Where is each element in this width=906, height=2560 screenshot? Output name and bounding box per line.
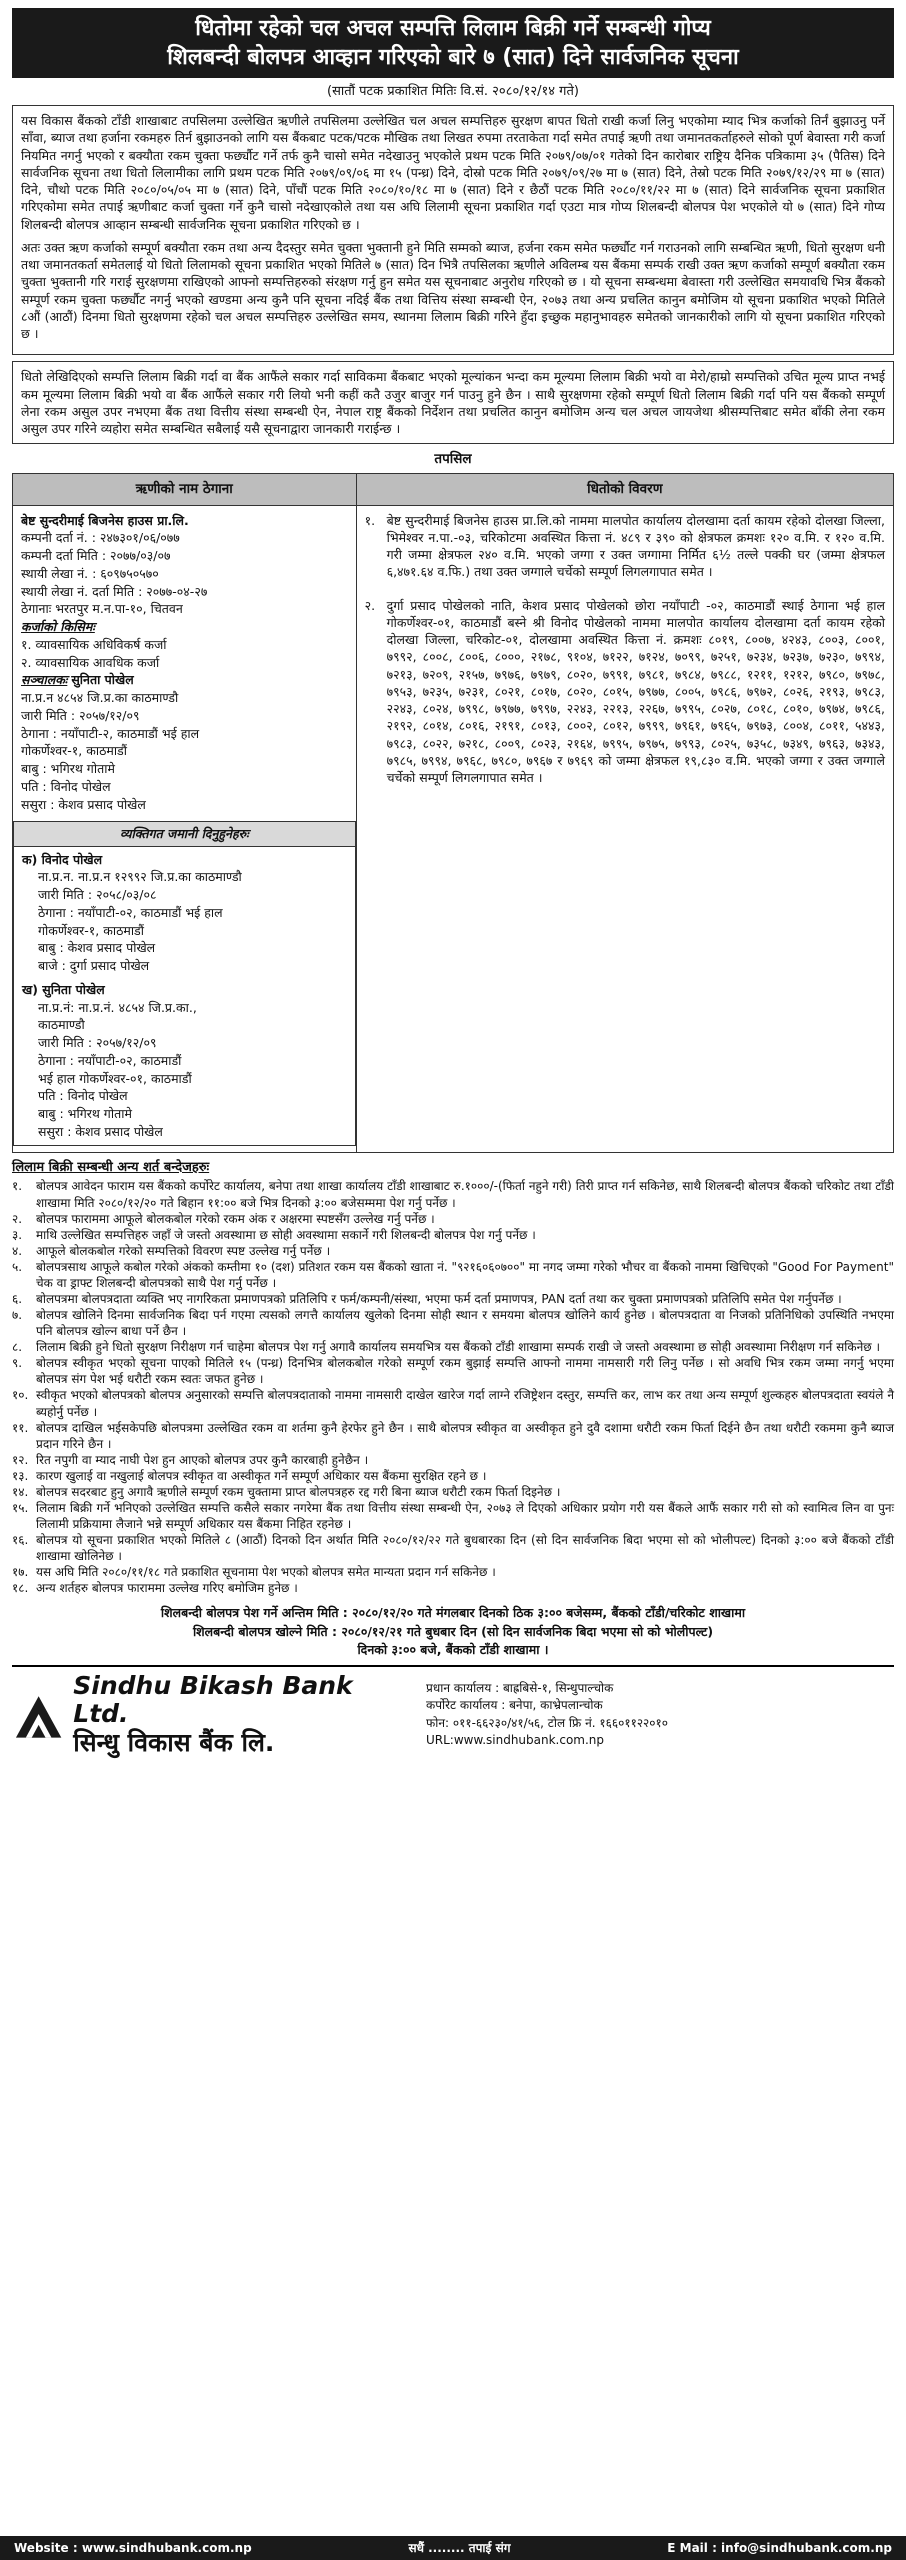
guarantor-1-father: बाबु : केशव प्रसाद पोखेल [38,940,156,956]
head-office: प्रधान कार्यालय : बाह्रबिसे-१, सिन्धुपाल्चोक [426,1681,614,1696]
details-heading: तपसिल [434,451,472,468]
condition-number: ४. [12,1243,23,1258]
guarantor-1-name: क) विनोद पोखेल [22,851,103,867]
condition-item [12,1259,894,1291]
notice-paragraph-2: अतः उक्त ऋण कर्जाको सम्पूर्ण बक्यौता रकम तथा अन्य दैदस्तुर समेत चुक्ता भुक्तानी हुने मिति सम्मको ब्याज, हर्जना रकम समेत फर्छ्यौट गर्न गराउनको लागि सम्बन्धित ऋणी, धितो सुरक्षण धनी तथा जमानतकर्ता समेतलाई यो धितो लिलामको सूचना प्रकाशित भएको मितिले ७ (सात) दिन भित्रै तपसिलका ऋणीले अविलम्ब यस बैंकमा सम्पर्क राखी उक्त ऋण कर्जाको सम्पूर्ण बक्यौता रकम चुक्ता भुक्तानी गरि गराई सुरक्षणमा राखिएको आफ्नो सम्पत्तिहरुको संरक्षण गर्नु हुन समेत यस सूचनाबाट अनुरोध गरिएको छ । यो सूचना सम्बन्धमा बेवास्ता गरी उल्लेखित समयावधि भित्र बैंकको सम्पूर्ण रकम चुक्ता फर्छ्यौट नगर्नु भएको खण्डमा अन्य कुनै पनि सूचना नदिई बैंक तथा वित्तिय संस्था सम्बन्धी ऐन, २०७३ तथा अन्य प्रचलित कानुन बमोजिम यो सूचना प्रकाशित भएको मितिले ८औं (आठौं) दिनमा धितो सुरक्षणमा रहेको चल अचल सम्पत्तिहरु उल्लेखित समय, स्थानमा लिलाम बिक्री गरिने हुँदा इच्छुक महानुभावहरु समेतको जानकारीको लागि यो सूचना प्रकाशित गरिएको छ । [21,239,885,341]
collateral-column-header: धितोको विवरण [356,473,893,505]
condition-number: ३. [12,1227,23,1242]
footer-email-link[interactable]: E Mail : info@sindhubank.com.np [667,2540,892,2555]
condition-text: आफूले बोलकबोल गरेको सम्पत्तिको विवरण स्पष्ट उल्लेख गर्नु पर्नेछ । [36,1243,331,1258]
condition-text: बोलपत्र यो सूचना प्रकाशित भएको मितिले ८ (आठौं) दिनको दिन अर्थात मिति २०८०/१२/२२ गते बुधबारका दिन (सो दिन सार्वजनिक बिदा भएमा सो को भोलीपल्ट) दिनको ३:०० बजे बैंकको टाँडी शाखामा खोलिनेछ । [36,1533,894,1564]
condition-number: ६. [12,1291,23,1306]
guarantor-1-address-1: ठेगाना : नयाँपाटी-०२, काठमाडौं भई हाल [38,904,223,920]
pan-reg-date: स्थायी लेखा नं. दर्ता मिति : २०७७-०४-२७ [21,583,208,599]
guarantor-1-grandfather: बाजे : दुर्गा प्रसाद पोखेल [38,958,150,973]
notice-paragraph-3: धितो लेखिदिएको सम्पत्ति लिलाम बिक्री गर्दा वा बैंक आफैंले सकार गर्दा साविकमा बैंकबाट भएको मूल्यांकन भन्दा कम मूल्यमा लिलाम बिक्री भयो वा मेरो/हाम्रो सम्पत्तिको उचित मूल्य प्राप्त नभई कम मूल्यमा लिलाम बिक्री भयो वा बैंक आफैंले सकार गरी लियो भनी कहीं कतै उजुर बाजुर गर्न पाउनु हुने छैन । साथै सुरक्षणमा रहेको सम्पूर्ण धितो लिलाम बिक्री गर्दा पनि यस बैंकको सम्पूर्ण लेना रकम असुल उपर नभएमा बैंक तथा वित्तीय संस्था सम्बन्धी ऐन, नेपाल राष्ट्र बैंकको निर्देशन तथा प्रचलित कानुन बमोजिम अन्य चल अचल जायजेथा श्रीसम्पत्तिबाट समेत बाँकी लेना रकम असुल उपर गरिने व्यहोरा समेत सम्बन्धित सबैलाई यसै सूचनाद्वारा जानकारी गराईन्छ । [21,369,885,436]
guarantor-1-issue-date: जारी मिति : २०५८/०३/०८ [38,887,157,902]
guarantor-1-citizenship: ना.प्र.न. ना.प्र.न १२९९२ जि.प्र.का काठमाण्डौ [38,869,242,885]
condition-number: १४. [12,1484,29,1499]
director-name: सुनिता पोखेल [71,672,134,688]
notice-paragraph-1: यस विकास बैंकको टाँडी शाखाबाट तपसिलमा उल्लेखित ऋणीले तपसिलमा उल्लेखित चल अचल सम्पत्तिहरु सुरक्षण बापत धितो राखी कर्जा लिनु भएकोमा म्याद भित्र कर्जाको तिर्नं बुझाउनु पर्ने साँवा, ब्याज तथा हर्जाना रकमहरु तिर्न बुझाउनको लागि यस बैंकबाट पटक/पटक मौखिक तथा लिखत रुपमा तरताकेता गर्दा समेत तपाई ऋणी तथा जमानतकर्ताहरुले सोको पूर्ण बेवास्ता गरी कर्जा नियमित नगर्नु भएको र बक्यौता रकम चुक्ता फर्छ्यौट गर्ने तर्फ कुनै चासो समेत नदेखाउनु भएकोले प्रथम पटक मिति २०७९/०७/०१ गतेको दिन कारोबार राष्ट्रिय दैनिक पत्रिकामा ३५ (पैतिस) दिने सार्वजनिक सूचना तथा धितो लिलामीका लागि प्रथम पटक मिति २०७९/०९/०६ मा १५ (पन्ध्र) दिने, दोस्रो पटक मिति २०७९/०९/२७ मा ७ (सात) दिने, तेस्रो पटक मिति २०७९/१२/२९ मा ७ (सात) दिने, चौथो पटक मिति २०८०/०५/०५ मा ७ (सात) दिने, पाँचौं पटक मिति २०८०/१०/१८ मा ७ (सात) दिने र छैठौं पटक मिति २०८०/११/२२ मा ७ (सात) दिने सार्वजनिक सूचना प्रकाशित गरिएकोमा समेत तपाई ऋणीबाट कर्जा चुक्ता गर्ने कुनै चासो नदेखाएकोले तथा यस अघि लिलामी सूचना प्रकाशित गर्दा एउटा मात्र गोप्य शिलबन्दी बोलपत्र पेश भएकोले यो ७ (सात) दिने गोप्य शिलबन्दी बोलपत्र आव्हान सम्बन्धी सार्वजनिक सूचना प्रकाशित गरिएको छ । [21,113,885,232]
condition-item [12,1580,894,1596]
condition-item [12,1211,894,1227]
borrower-cell [13,505,357,1152]
condition-item [12,1178,894,1210]
guarantor-1-address-2: गोकर्णेश्वर-१, काठमाडौं [38,922,144,938]
director-issue-date: जारी मिति : २०५७/१२/०९ [21,707,140,723]
condition-item [12,1468,894,1484]
condition-number: १०. [12,1388,29,1403]
director-citizenship: ना.प्र.न ४८५४ जि.प्र.का काठमाण्डौ [21,690,179,705]
guarantor-2-father-in-law: ससुरा : केशव प्रसाद पोखेल [38,1123,163,1139]
condition-number: २. [12,1211,23,1226]
condition-item [12,1500,894,1532]
company-reg-date: कम्पनी दर्ता मिति : २०७७/०३/०७ [21,548,171,563]
director-father-in-law: ससुरा : केशव प्रसाद पोखेल [21,796,146,812]
pan-no: स्थायी लेखा नं. : ६०९७५०५७० [21,565,159,581]
condition-text: बोलपत्र आवेदन फाराम यस बैंकको कर्पोरेट कार्यालय, बनेपा तथा शाखा कार्यालय टाँडी शाखाबाट रु.१०००/-(फिर्ता नहुने गरी) तिरी प्राप्त गर्न सकिनेछ, साथै शिलबन्दी बोलपत्र बैंकको चरिकोट तथा टाँडी शाखामा मिति २०८०/१२/२० गते बिहान ११:०० बजे भित्र दिनको ३:०० बजेसम्ममा पेश गर्नु पर्नेछ । [36,1179,894,1210]
collateral-item-text: बेष्ट सुन्दरीमाई बिजनेस हाउस प्रा.लि.को नाममा मालपोत कार्यालय दोलखामा दर्ता कायम रहेको दोलखा जिल्ला, भिमेश्वर न.पा.-०३, चरिकोटमा अवस्थित कित्ता नं. ४८९ र ३९० को क्षेत्रफल क्रमशः १२० व.मि. र १२० व.मि. गरी जम्मा क्षेत्रफल २४० व.मि. भएको जग्गा र उक्त जग्गामा निर्मित ६½ तल्ले पक्की घर (जम्मा क्षेत्रफल ६,४७१.६४ व.फि.) तथा उक्त जग्गाले चर्चेको सम्पूर्ण लिगलगापात समेत । [386,512,885,580]
condition-item [12,1355,894,1387]
director-address-1: ठेगाना : नयाँपाटी-२, काठमाडौं भई हाल [21,725,200,741]
collateral-cell [356,505,893,1152]
conditions-list [12,1178,894,1596]
guarantor-2-citizenship: ना.प्र.नं: ना.प्र.नं. ४८५४ जि.प्र.का., [38,999,197,1015]
bank-contact [412,1680,668,1750]
details-table [12,473,894,1153]
condition-text: अन्य शर्तहरु बोलपत्र फाराममा उल्लेख गरिए बमोजिम हुनेछ । [36,1581,298,1596]
condition-text: रित नपुगी वा म्याद नाघी पेश हुन आएको बोलपत्र उपर कुनै कारबाही हुनेछैन । [36,1452,369,1467]
borrower-column-header: ऋणीको नाम ठेगाना [13,473,357,505]
condition-text: बोलपत्र दाखिल भईसकेपछि बोलपत्रमा उल्लेखित रकम वा शर्तमा कुनै हेरफेर हुने छैन । साथै बोलपत्र स्वीकृत वा अस्वीकृत हुने दुवै दशामा धरौटी रकम फिर्ता दिईने छैन तथा धरौटी रकममा कुनै ब्याज प्रदान गरिने छैन । [36,1420,894,1451]
submission-deadline: शिलबन्दी बोलपत्र पेश गर्ने अन्तिम मिति : २०८०/१२/२० गते मंगलबार दिनको ठिक ३:०० बजेसम्म, बैंकको टाँडी/चरिकोट शाखामा [160,1605,746,1621]
borrower-address: ठेगानाः भरतपुर म.न.पा-१०, चितवन [21,601,183,617]
collateral-item [365,597,885,787]
bank-name-nepali: सिन्धु विकास बैंक लि. [73,1728,275,1758]
condition-number: १५. [12,1501,29,1515]
condition-item [12,1532,894,1564]
condition-item [12,1307,894,1339]
condition-item [12,1452,894,1468]
director-father: बाबु : भगिरथ गोतामे [21,761,115,776]
condition-number: १२. [12,1452,29,1467]
guarantor-2-address-2: भई हाल गोकर्णेश्वर-०१, काठमाडौं [38,1070,192,1086]
company-reg-no: कम्पनी दर्ता नं. : २४७३०१/०६/०७७ [21,530,180,546]
loan-type-2: २. व्यावसायिक आवधिक कर्जा [21,654,160,670]
condition-text: स्वीकृत भएको बोलपत्रको बोलपत्र अनुसारको सम्पत्ति बोलपत्रदाताको नाममा नामसारी दाखेल खारेज गर्दा लाग्ने रजिष्ट्रेशन दस्तुर, सम्पत्ति कर, लाभ कर तथा अन्य सम्पूर्ण शुल्कहरु बोलपत्रदाता स्वयंले नै ब्यहोर्नु पर्नेछ । [36,1388,894,1419]
loan-type-1: १. व्यावसायिक अधिविकर्ष कर्जा [21,636,167,652]
conditions-title: लिलाम बिक्री सम्बन्धी अन्य शर्त बन्देजहरुः [12,1159,210,1175]
condition-number: १३. [12,1468,29,1483]
condition-text: बोलपत्रसाथ आफूले कबोल गरेको अंकको कम्तीमा १० (दश) प्रतिशत रकम यस बैंकको खाता नं. "९२१६०६०७००" मा नगद जम्मा गरेको भौचर वा बैंकको नाममा खिचिएको "Good For Payment" चेक वा ड्राफ्ट शिलबन्दी बोलपत्रको साथै पेश गर्नु पर्नेछ । [36,1259,894,1290]
condition-item [12,1564,894,1580]
condition-text: बोलपत्र फाराममा आफूले बोलकबोल गरेको रकम अंक र अक्षरमा स्पष्टसँग उल्लेख गर्नु पर्नेछ । [36,1211,435,1226]
collateral-item-number: २. [364,597,376,613]
guarantor-2-name: ख) सुनिता पोखेल [22,981,105,997]
condition-number: १६. [12,1533,29,1548]
condition-text: यस अघि मिति २०८०/११/१८ गते प्रकाशित सूचनामा पेश भएको बोलपत्र समेत मान्यता प्रदान गर्न सकिनेछ । [36,1565,496,1580]
condition-text: कारण खुलाई वा नखुलाई बोलपत्र स्वीकृत वा अस्वीकृत गर्ने सम्पूर्ण अधिकार यस बैंकमा सुरक्षित रहने छ । [36,1468,487,1483]
condition-number: १८. [12,1581,29,1596]
director-husband: पति : विनोद पोखेल [21,778,111,794]
condition-text: बोलपत्रमा बोलपत्रदाता व्यक्ति भए नागरिकता प्रमाणपत्रको प्रतिलिपि र फर्म/कम्पनी/संस्था, भएमा फर्म दर्ता प्रमाणपत्र, PAN दर्ता तथा कर चुक्ता प्रमाणपत्रको प्रतिलिपि समेत पेश गर्नुपर्नेछ । [36,1291,842,1306]
condition-item [12,1243,894,1259]
bank-logo [12,1672,412,1758]
footer-tagline: सधैं ........ तपाई संग [408,2540,511,2555]
bank-name-english: Sindhu Bikash Bank Ltd. [73,1670,353,1729]
director-address-2: गोकर्णेश्वर-१, काठमाडौं [21,743,127,759]
condition-number: ९. [12,1356,23,1371]
details-header-row [13,473,894,505]
notice-title-line2: शिलबन्दी बोलपत्र आव्हान गरिएको बारे ७ (सात) दिने सार्वजनिक सूचना [167,45,739,71]
collateral-item-text: दुर्गा प्रसाद पोखेलको नाति, केशव प्रसाद पोखेलको छोरा नयाँपाटी -०२, काठमाडौं स्थाई ठेगाना भई हाल गोकर्णेश्वर-०१, काठमाडौं बस्ने श्री विनोद पोखेलको नाममा मालपोत कार्यालय दोलखामा दर्ता कायम रहेको दोलखा जिल्ला, चरिकोट-०१, दोलखामा अवस्थित कित्ता नं. क्रमशः ८०१९, ८००७, ४२४३, ८००३, ८००१, ७९९२, ८००८, ८००६, ८०००, २१७८, ९१०४, ७१२२, ७१२४, ७०९९, ७२५१, ७२३४, ७२३७, ७२३०, ७९९४, ७२१३, ७२०९, २१५७, ७९७६, ७९७९, ८०२०, ७९९१, ७९८१, ७९८४, ७९८८, १२११, १२१२, ७९८०, ७९७८, ७९५३, ७२३५, ७२३१, ८०२१, ८०१७, ८०२०, ८०१५, ७९७७, ८००५, ७९८६, ७९७२, ८०२६, २१९३, ७९८३, २२४३, ८०२४, ७९९८, ७९७७, ७९९७, २२४३, २२१३, २२६७, ७९९५, ८०२७, ८०१८, ८०१०, ७९७४, ७९८६, २१९२, ८०१४, ८०१६, २१९१, ८०१३, ८००२, ८०१२, ७९९९, ७९६१, ७९६५, ७९७३, ८००४, ८०११, ५४४३, ७९८३, ८०२२, ७२१८, ८००९, ८०२३, २१६४, ७९९५, ७९७५, ७९९३, ८०२५, ७३५८, ७३४९, ७९६३, ७३४३, ७९८५, ७९९४, ७९६८, ७९८०, ७९६७ र ७९६९ को जम्मा क्षेत्रफल १९,८३० व.मि. भएको जग्गा र उक्त जग्गाले चर्चेको सम्पूर्ण लिगलगापात समेत । [386,597,885,785]
bank-footer [12,1665,894,1757]
bank-phone: फोन: ०११-६६२३०/४१/५६, टोल फ्रि नं. १६६०११२२०१० [426,1715,669,1730]
guarantor-2-citizenship-office: काठमाण्डौ [38,1017,85,1033]
notice-title-line1: धितोमा रहेको चल अचल सम्पत्ति लिलाम बिक्री गर्ने सम्बन्धी गोप्य [195,16,711,41]
bank-logo-icon [12,1688,65,1742]
loan-types-label: कर्जाको किसिमः [21,619,95,634]
opening-date: शिलबन्दी बोलपत्र खोल्ने मिति : २०८०/१२/२१ गते बुधबार दिन (सो दिन सार्वजनिक बिदा भएमा सो को भोलीपल्ट) [192,1623,714,1639]
deadline-block [12,1604,894,1658]
condition-item [12,1291,894,1307]
condition-number: ७. [12,1308,23,1323]
guarantor-2-issue-date: जारी मिति : २०५७/१२/०९ [38,1035,157,1050]
bank-url[interactable]: URL:www.sindhubank.com.np [426,1733,605,1748]
condition-number: १७. [12,1565,29,1580]
condition-number: १. [12,1179,23,1194]
collateral-item-number: १. [364,512,376,528]
condition-item [12,1484,894,1500]
corporate-office: कर्पोरेट कार्यालय : बनेपा, काभ्रेपलान्चोक [426,1698,603,1713]
guarantor-2-address-1: ठेगाना : नयाँपाटी-०२, काठमाडौं [38,1052,182,1068]
footer-bar [0,2536,906,2560]
notice-disclaimer [12,361,894,444]
guarantors-heading: व्यक्तिगत जमानी दिनुहुनेहरुः [14,822,355,846]
publication-date: (सातौं पटक प्रकाशित मितिः वि.सं. २०८०/१२/१४ गते) [327,84,579,100]
condition-number: ५. [12,1259,23,1274]
guarantor-2-father: बाबु : भगिरथ गोतामे [38,1106,132,1121]
condition-text: लिलाम बिक्री गर्ने भनिएको उल्लेखित सम्पत्ति कसैले सकार नगरेमा बैंक तथा वित्तीय संस्था सम्बन्धी ऐन, २०७३ ले दिएको अधिकार प्रयोग गरी यस बैंकले आफैं सकार गरी सो को स्वामित्व लिन वा पुनः लिलामी प्रक्रियामा लैजाने भन्ने सम्पूर्ण अधिकार यस बैंकमा निहित रहनेछ । [36,1501,894,1532]
borrower-name: बेष्ट सुन्दरीमाई बिजनेस हाउस प्रा.लि. [21,512,189,528]
director-row [21,671,348,689]
condition-text: बोलपत्र खोलिने दिनमा सार्वजनिक बिदा पर्न गएमा त्यसको लगत्तै कार्यालय खुलेको दिनमा सोही स्थान र समयमा बोलपत्र खोलिने कार्य हुनेछ । बोलपत्रदाता वा निजको प्रतिनिधिको उपस्थिति नभएमा पनि बोलपत्र खोल्न बाधा पर्ने छैन । [36,1308,894,1339]
guarantors-section [13,821,356,1145]
notice-body [12,105,894,355]
director-label: सञ्चालकः [21,672,68,688]
condition-text: बोलपत्र सदरबाट हुनु अगावै ऋणीले सम्पूर्ण रकम चुक्तामा प्राप्त बोलपत्रहरु रद्द गरी बिना ब्याज धरौटी रकम फिर्ता दिइनेछ । [36,1484,561,1499]
notice-title [12,8,894,78]
condition-text: बोलपत्र स्वीकृत भएको सूचना पाएको मितिले १५ (पन्ध्र) दिनभित्र बोलकबोल गरेको सम्पूर्ण रकम बुझाई सम्पत्ति आफ्नो नाममा नामसारी गरी लिनु पर्नेछ । सो अवधि भित्र रकम जम्मा नगर्नु भएमा बोलपत्र संग पेश भई धरौटी रकम स्वतः जफत हुनेछ । [36,1356,894,1387]
condition-item [12,1387,894,1419]
footer-website-link[interactable]: Website : www.sindhubank.com.np [14,2540,252,2555]
details-row [13,505,894,1152]
condition-text: लिलाम बिक्री हुने धितो सुरक्षण निरीक्षण गर्न चाहेमा बोलपत्र पेश गर्नु अगावै कार्यालय समयभित्र यस बैंकको टाँडी शाखामा सम्पर्क राखी जे जस्तो अवस्थामा छ सोही अवस्थामा निरीक्षण गर्न सकिनेछ । [36,1340,881,1355]
guarantor-2-husband: पति : विनोद पोखेल [38,1088,128,1104]
condition-number: ११. [12,1420,29,1435]
condition-number: ८. [12,1340,23,1355]
condition-item [12,1420,894,1452]
condition-text: माथि उल्लेखित सम्पत्तिहरु जहाँ जे जस्तो अवस्थामा छ सोही अवस्थामा सकार्ने गरी शिलबन्दी बोलपत्र पेश गर्नु पर्नेछ । [36,1227,536,1242]
condition-item [12,1339,894,1355]
opening-time-place: दिनको ३:०० बजे, बैंकको टाँडी शाखामा । [357,1641,549,1657]
collateral-item [365,512,885,581]
condition-item [12,1227,894,1243]
